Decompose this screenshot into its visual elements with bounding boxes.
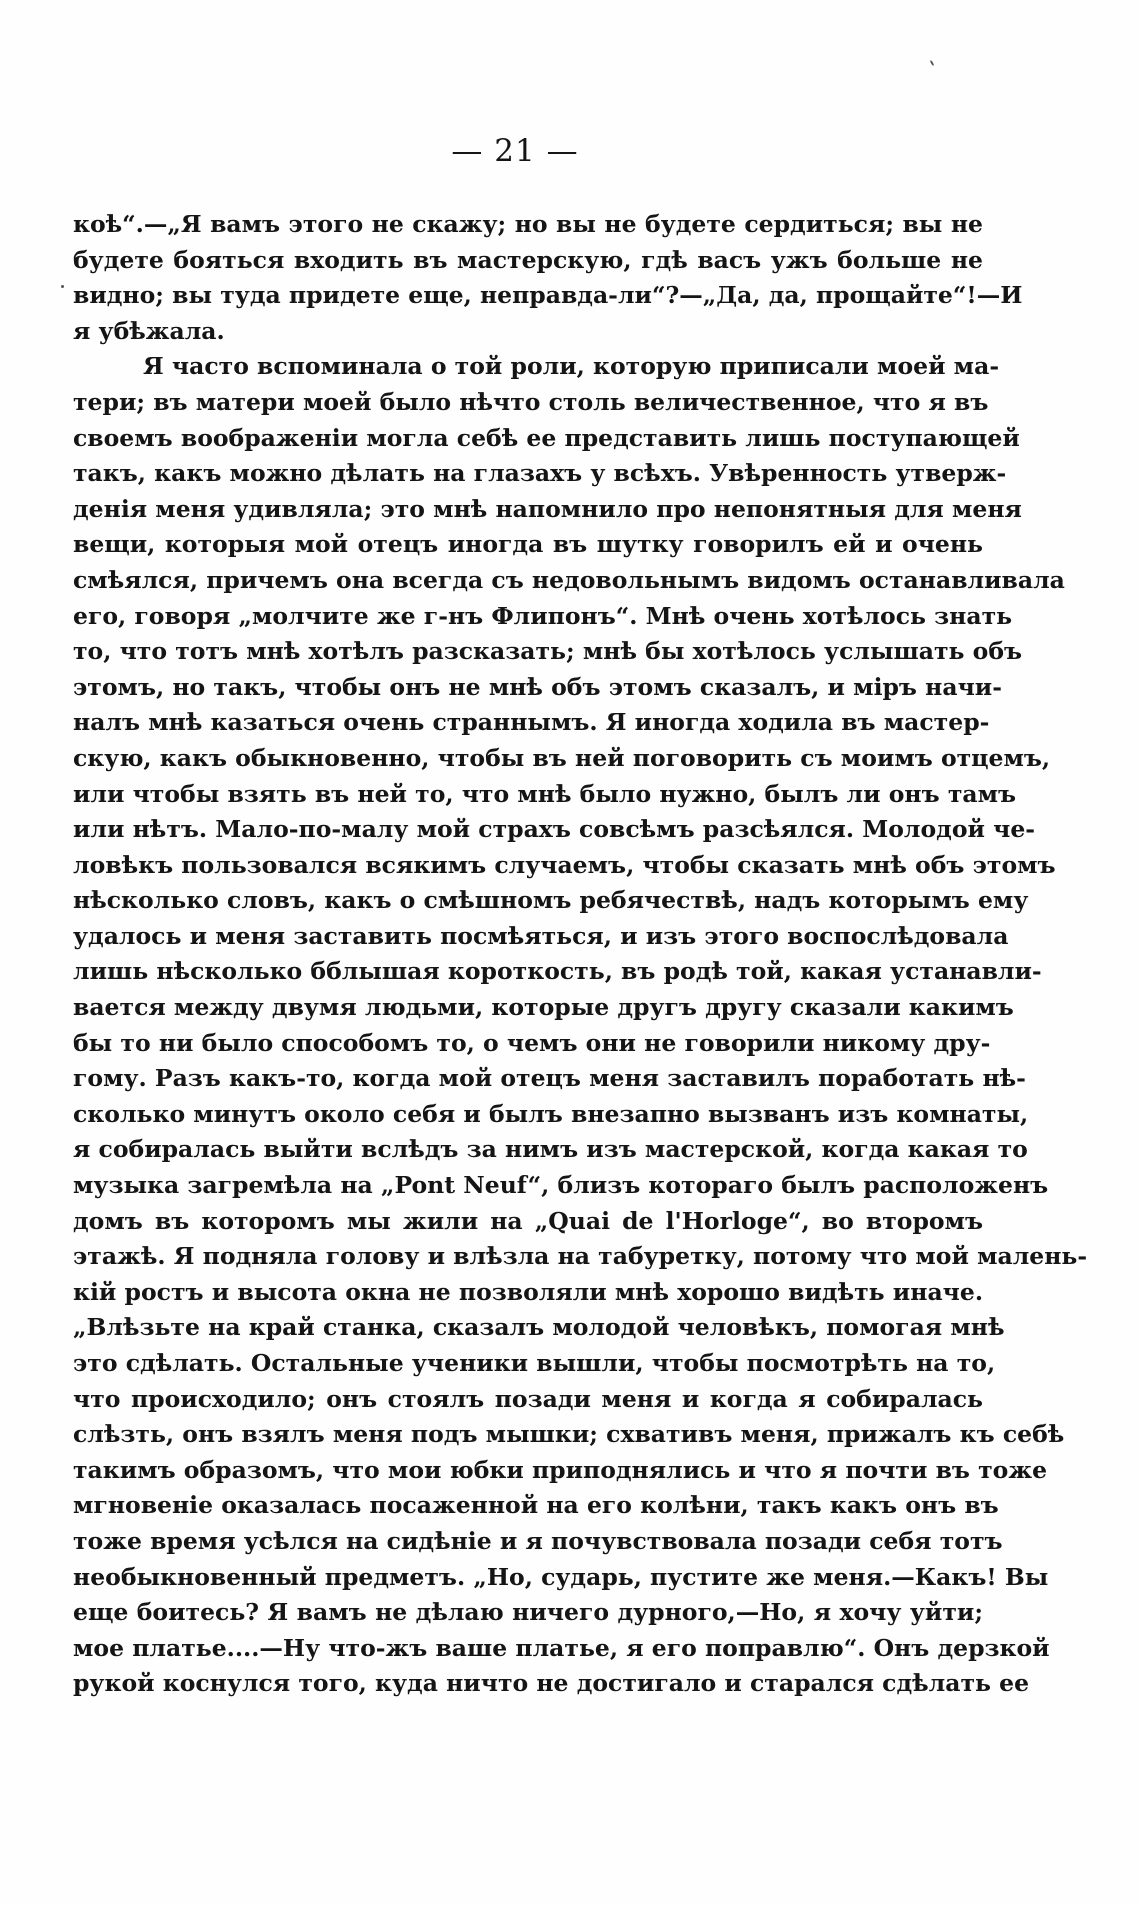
- text-line: мгновеніе оказалась посаженной на его колѣни, такъ какъ онъ въ: [73, 1491, 999, 1520]
- text-line: музыка загремѣла на „Pont Neuf“, близъ котораго былъ расположенъ: [73, 1171, 1049, 1200]
- text-line: мое платье....—Ну что-жъ ваше платье, я его поправлю“. Онъ дерзкой: [73, 1633, 1050, 1662]
- text-line: необыкновенный предметъ. „Но, сударь, пустите же меня.—Какъ! Вы: [73, 1562, 1049, 1591]
- text-line: видно; вы туда придете еще, неправда-ли“?—„Да, да, прощайте“!—И: [73, 281, 1023, 310]
- text-line: нѣсколько словъ, какъ о смѣшномъ ребячествѣ, надъ которымъ ему: [73, 886, 1029, 915]
- text-line: вается между двумя людьми, которые другъ другу сказали какимъ: [73, 993, 1014, 1022]
- text-line: или чтобы взять въ ней то, что мнѣ было нужно, былъ ли онъ тамъ: [73, 779, 1017, 808]
- text-line: я убѣжала.: [73, 316, 225, 345]
- text-line: коѣ“.—„Я вамъ этого не скажу; но вы не будете сердиться; вы не: [73, 210, 983, 238]
- text-line: то, что тотъ мнѣ хотѣлъ разсказать; мнѣ бы хотѣлось услышать объ: [73, 637, 1023, 666]
- text-line: этажѣ. Я подняла голову и влѣзла на табуретку, потому что мой малень-: [73, 1242, 1088, 1271]
- text-line: смѣялся, причемъ она всегда съ недовольнымъ видомъ останавливала: [73, 565, 1065, 594]
- scan-speck: [61, 285, 64, 288]
- text-line: налъ мнѣ казаться очень страннымъ. Я иногда ходила въ мастер-: [73, 708, 990, 737]
- text-line: такъ, какъ можно дѣлать на глазахъ у всѣхъ. Увѣренность утверж-: [73, 459, 1007, 488]
- text-line: или нѣтъ. Мало-по-малу мой страхъ совсѣмъ разсѣялся. Молодой че-: [73, 815, 1036, 844]
- text-line: гому. Разъ какъ-то, когда мой отецъ меня заставилъ поработать нѣ-: [73, 1064, 1026, 1093]
- text-line: ловѣкъ пользовался всякимъ случаемъ, чтобы сказать мнѣ объ этомъ: [73, 850, 1056, 879]
- text-line: денія меня удивляла; это мнѣ напомнило про непонятныя для меня: [73, 494, 1022, 523]
- text-line: рукой коснулся того, куда ничто не достигало и старался сдѣлать ее: [73, 1669, 1030, 1698]
- text-line: этомъ, но такъ, чтобы онъ не мнѣ объ этомъ сказалъ, и міръ начи-: [73, 672, 1002, 701]
- paragraph-first-line: Я часто вспоминала о той роли, которую приписали моей ма-: [143, 352, 1000, 381]
- text-line: слѣзть, онъ взялъ меня подъ мышки; схвативъ меня, прижалъ къ себѣ: [73, 1420, 1065, 1449]
- page-number: — 21 —: [451, 133, 579, 169]
- body-text: [73, 207, 1088, 1702]
- text-line: его, говоря „молчите же г-нъ Флипонъ“. Мнѣ очень хотѣлось знать: [73, 601, 1013, 630]
- text-line: тери; въ матери моей было нѣчто столь величественное, что я въ: [73, 387, 989, 416]
- scan-speck: [930, 60, 935, 66]
- text-line: кій ростъ и высота окна не позволяли мнѣ хорошо видѣть иначе.: [73, 1277, 983, 1306]
- text-line: еще боитесь? Я вамъ не дѣлаю ничего дурного,—Но, я хочу уйти;: [73, 1598, 983, 1627]
- text-line: такимъ образомъ, что мои юбки приподнялись и что я почти въ тоже: [73, 1455, 1048, 1484]
- text-line: будете бояться входить въ мастерскую, гдѣ васъ ужъ больше не: [73, 245, 983, 274]
- text-line: это сдѣлать. Остальные ученики вышли, чтобы посмотрѣть на то,: [73, 1349, 996, 1377]
- text-line: лишь нѣсколько бблышая короткость, въ родѣ той, какая устанавли-: [73, 957, 1042, 986]
- text-line: „Влѣзьте на край станка, сказалъ молодой человѣкъ, помогая мнѣ: [73, 1313, 1005, 1342]
- text-line: домъ въ которомъ мы жили на „Quai de l'Horloge“, во второмъ: [73, 1206, 983, 1235]
- text-line: что происходило; онъ стоялъ позади меня и когда я собиралась: [73, 1384, 983, 1413]
- text-line: скую, какъ обыкновенно, чтобы въ ней поговорить съ моимъ отцемъ,: [73, 743, 1051, 772]
- text-line: удалось и меня заставить посмѣяться, и изъ этого воспослѣдовала: [73, 921, 1009, 950]
- text-line: тоже время усѣлся на сидѣніе и я почувствовала позади себя тотъ: [73, 1526, 1003, 1555]
- text-line: бы то ни было способомъ то, о чемъ они не говорили никому дру-: [73, 1028, 991, 1057]
- text-line: своемъ воображеніи могла себѣ ее представить лишь поступающей: [73, 423, 1020, 452]
- text-line: я собиралась выйти вслѣдъ за нимъ изъ мастерской, когда какая то: [73, 1135, 1028, 1164]
- text-line: сколько минутъ около себя и былъ внезапно вызванъ изъ комнаты,: [73, 1099, 1029, 1128]
- text-line: вещи, которыя мой отецъ иногда въ шутку говорилъ ей и очень: [73, 530, 983, 559]
